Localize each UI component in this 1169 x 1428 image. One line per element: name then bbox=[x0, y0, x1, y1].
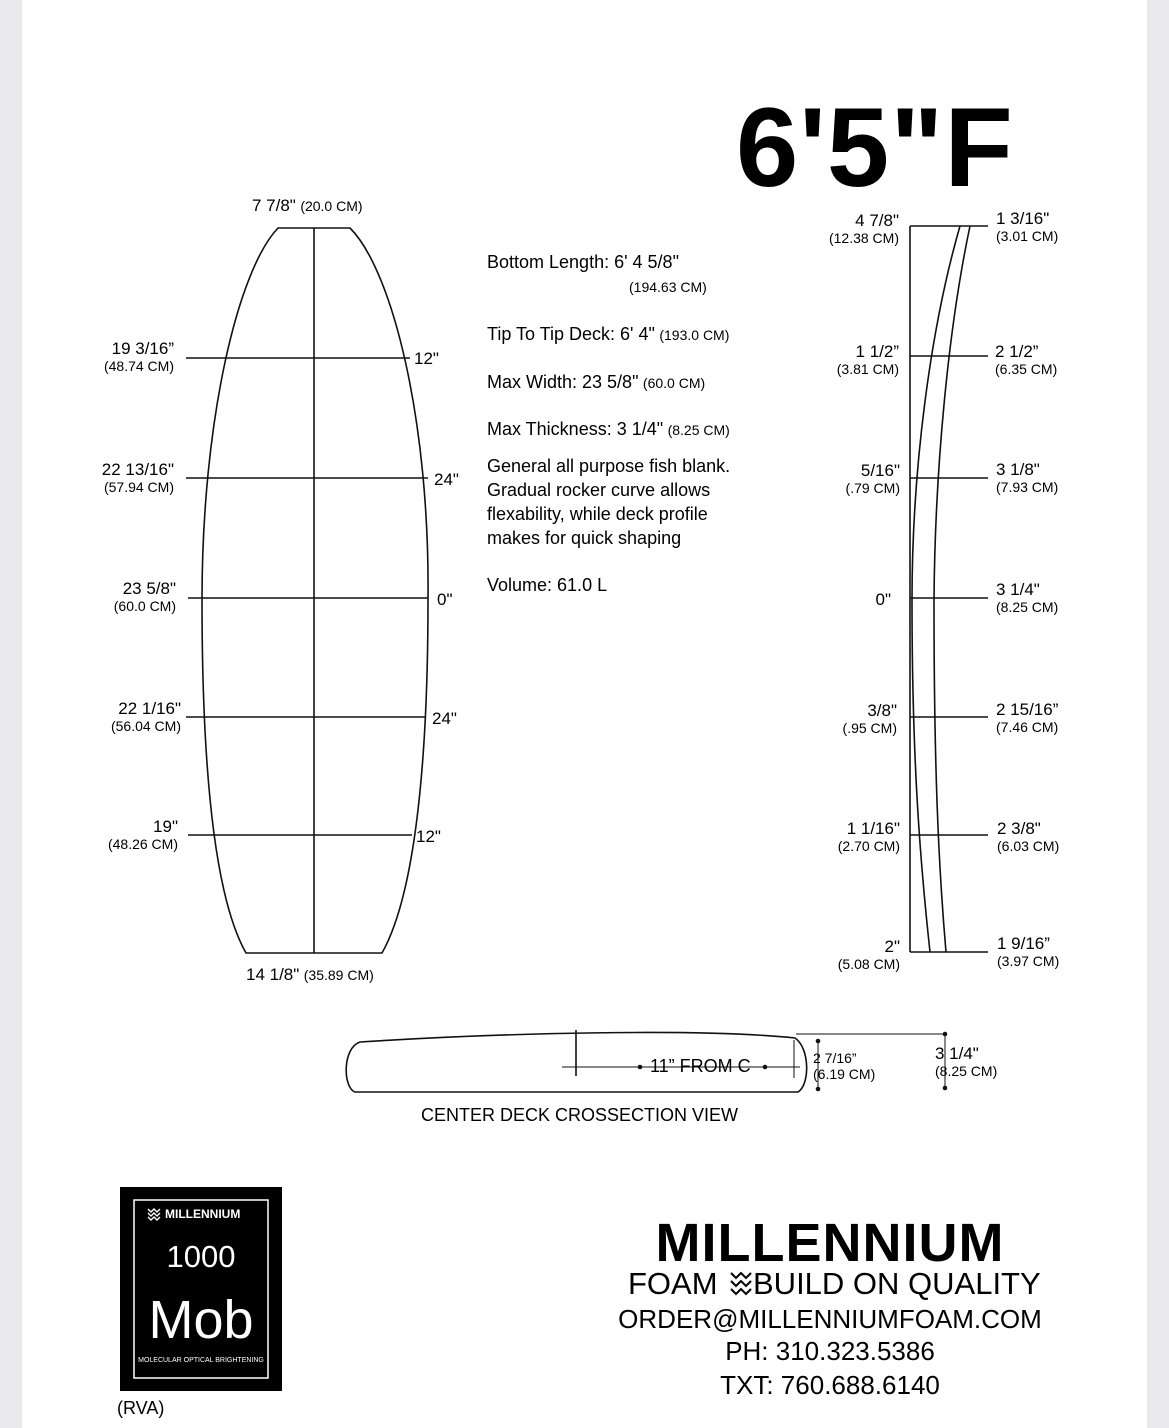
rocker-right-5: 2 15/16” (7.46 CM) bbox=[996, 700, 1059, 735]
spec-max-thickness: Max Thickness: 3 1/4" (8.25 CM) bbox=[487, 419, 730, 439]
rocker-bottom-curve bbox=[912, 226, 960, 952]
rocker-right-3: 3 1/8" (7.93 CM) bbox=[996, 460, 1059, 495]
rocker-deck-curve bbox=[934, 226, 970, 952]
rocker-left-4: 0" bbox=[875, 590, 891, 609]
rocker-left-2: 1 1/2” (3.81 CM) bbox=[836, 342, 899, 377]
tail-width-label: 14 1/8" (35.89 CM) bbox=[246, 965, 374, 984]
station-width-5: 19" (48.26 CM) bbox=[107, 817, 178, 852]
crossection-from-center: 11” FROM C bbox=[650, 1056, 751, 1076]
station-offset-3: 0" bbox=[437, 590, 453, 609]
station-offset-4: 24" bbox=[432, 709, 457, 728]
rocker-left-6: 1 1/16" (2.70 CM) bbox=[837, 819, 900, 854]
rocker-right-6: 2 3/8" (6.03 CM) bbox=[997, 819, 1060, 854]
spec-bottom-length: Bottom Length: 6' 4 5/8" bbox=[487, 252, 679, 272]
station-width-3: 23 5/8" (60.0 CM) bbox=[113, 579, 176, 614]
nose-width-label: 7 7/8" (20.0 CM) bbox=[252, 196, 363, 215]
spec-description: General all purpose fish blank. Gradual rocker curve allows flexability, while deck profile makes for quick shaping bbox=[487, 456, 731, 548]
station-offset-2: 24" bbox=[434, 470, 459, 489]
rocker-right-4: 3 1/4" (8.25 CM) bbox=[996, 580, 1059, 615]
station-width-2: 22 13/16" (57.94 CM) bbox=[101, 460, 174, 495]
model-title: 6'5"F bbox=[736, 85, 1014, 210]
contact-foam: FOAM bbox=[628, 1266, 718, 1301]
station-offset-1: 12" bbox=[414, 349, 439, 368]
board-outline bbox=[202, 228, 428, 953]
crossection-caption: CENTER DECK CROSSECTION VIEW bbox=[421, 1105, 739, 1125]
spec-volume: Volume: 61.0 L bbox=[487, 575, 608, 595]
station-width-1: 19 3/16” (48.74 CM) bbox=[103, 339, 174, 374]
brand-wave-icon bbox=[731, 1273, 751, 1294]
badge-brand: MILLENNIUM bbox=[165, 1207, 241, 1221]
contact-phone[interactable]: PH: 310.323.5386 bbox=[725, 1336, 935, 1366]
crossection-thickness-label: 3 1/4" (8.25 CM) bbox=[935, 1044, 998, 1079]
badge-note: (RVA) bbox=[117, 1398, 165, 1418]
station-width-4: 22 1/16" (56.04 CM) bbox=[110, 699, 181, 734]
rocker-left-1: 4 7/8" (12.38 CM) bbox=[828, 211, 899, 246]
rocker-right-7: 1 9/16” (3.97 CM) bbox=[997, 934, 1060, 969]
contact-text[interactable]: TXT: 760.688.6140 bbox=[720, 1370, 940, 1400]
spec-max-width: Max Width: 23 5/8" (60.0 CM) bbox=[487, 372, 706, 392]
rocker-right-1: 1 3/16" (3.01 CM) bbox=[996, 209, 1059, 244]
crossection-rail-label: 2 7/16” (6.19 CM) bbox=[813, 1050, 876, 1082]
rocker-left-5: 3/8" (.95 CM) bbox=[842, 701, 897, 736]
badge-number: 1000 bbox=[166, 1239, 236, 1274]
contact-brand: MILLENNIUM bbox=[655, 1213, 1005, 1273]
station-offset-5: 12" bbox=[416, 827, 441, 846]
rocker-left-7: 2" (5.08 CM) bbox=[837, 937, 900, 972]
rocker-left-3: 5/16" (.79 CM) bbox=[845, 461, 900, 496]
contact-email[interactable]: ORDER@MILLENNIUMFOAM.COM bbox=[618, 1304, 1042, 1334]
rocker-right-2: 2 1/2” (6.35 CM) bbox=[995, 342, 1058, 377]
badge-subtitle: MOLECULAR OPTICAL BRIGHTENING bbox=[138, 1357, 264, 1364]
spec-tip-to-tip: Tip To Tip Deck: 6' 4" (193.0 CM) bbox=[487, 324, 730, 344]
badge-code: Mob bbox=[148, 1290, 254, 1350]
contact-tagline: BUILD ON QUALITY bbox=[753, 1266, 1041, 1301]
spec-bottom-length-cm: (194.63 CM) bbox=[629, 279, 707, 295]
